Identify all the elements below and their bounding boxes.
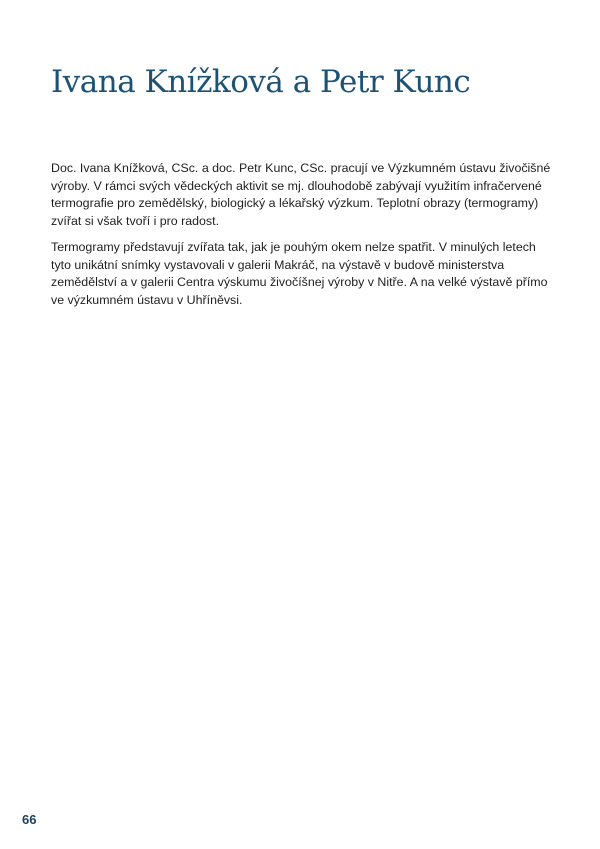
paragraph-exhibitions: Termogramy představují zvířata tak, jak je pouhým okem nelze spatřit. V minulých letech tyto unikátní snímky vystavovali v galerii Makráč, na výstavě v budově ministerstva zemědělství a v galerii Centra výskumu živočíšnej výroby v Nitře. A na velké výstavě přímo ve výzkumném ústavu v Uhříněvsi. [51,240,548,307]
paragraph-intro: Doc. Ivana Knížková, CSc. a doc. Petr Kunc, CSc. pracují ve Výzkumném ústavu živočišné výroby. V rámci svých vědeckých aktivit se mj. dlouhodobě zabývají využitím infračervené termografie pro zemědělský, biologický a lékařský výzkum. Teplotní obrazy (termogramy) zvířat si však tvoří i pro radost. [51,161,551,228]
article-body [51,160,556,318]
page-number: 66 [22,812,37,827]
page-title: Ivana Knížková a Petr Kunc [51,64,471,100]
